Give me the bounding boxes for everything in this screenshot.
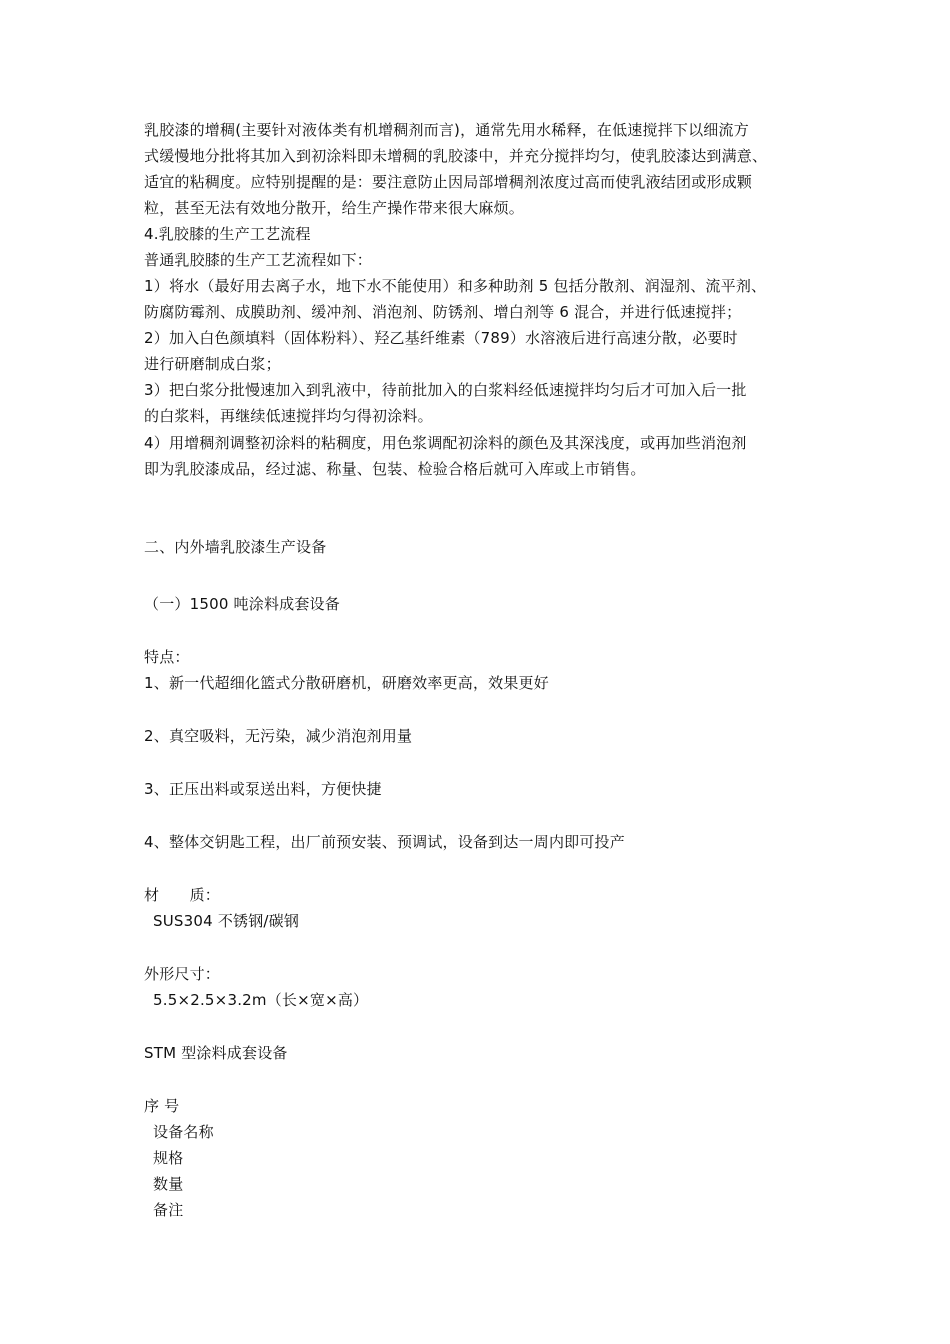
features-label: 特点：	[144, 648, 190, 666]
step-2-line: 进行研磨制成白浆；	[144, 355, 281, 373]
size-value: 5.5×2.5×3.2m（长×宽×高）	[153, 991, 369, 1009]
step-3-line: 的白浆料，再继续低速搅拌均匀得初涂料。	[144, 407, 433, 425]
size-label: 外形尺寸：	[144, 965, 221, 983]
table-header-index: 序 号	[144, 1097, 180, 1115]
stm-title: STM 型涂料成套设备	[144, 1044, 288, 1062]
step-2-line: 2）加入白色颜填料（固体粉料）、羟乙基纤维素（789）水溶液后进行高速分散，必要时	[144, 329, 738, 347]
step-1-line: 防腐防霉剂、成膜助剂、缓冲剂、消泡剂、防锈剂、增白剂等 6 混合，并进行低速搅拌；	[144, 303, 742, 321]
table-header-quantity: 数量	[153, 1175, 184, 1193]
paragraph-line: 式缓慢地分批将其加入到初涂料即未增稠的乳胶漆中，并充分搅拌均匀，使乳胶漆达到满意、	[144, 147, 768, 165]
step-4-line: 即为乳胶漆成品，经过滤、称量、包装、检验合格后就可入库或上市销售。	[144, 460, 646, 478]
process-intro: 普通乳胶膝的生产工艺流程如下：	[144, 251, 373, 269]
section-4-title: 4.乳胶膝的生产工艺流程	[144, 225, 311, 243]
table-header-spec: 规格	[153, 1149, 184, 1167]
material-value: SUS304 不锈钢/碳钢	[153, 912, 300, 930]
material-label: 材 质：	[144, 886, 221, 904]
step-1-line: 1）将水（最好用去离子水，地下水不能使用）和多种助剂 5 包括分散剂、润湿剂、流平剂、	[144, 277, 767, 295]
feature-item: 1、新一代超细化篮式分散研磨机，研磨效率更高，效果更好	[144, 674, 549, 692]
paragraph-line: 乳胶漆的增稠(主要针对液体类有机增稠剂而言)，通常先用水稀释，在低速搅拌下以细流方	[144, 121, 749, 139]
table-header-remark: 备注	[153, 1201, 184, 1219]
feature-item: 2、真空吸料，无污染，减少消泡剂用量	[144, 727, 413, 745]
table-header-name: 设备名称	[153, 1123, 214, 1141]
feature-item: 3、正压出料或泵送出料，方便快捷	[144, 780, 382, 798]
subsection-1-title: （一）1500 吨涂料成套设备	[144, 595, 340, 613]
feature-item: 4、整体交钥匙工程，出厂前预安装、预调试，设备到达一周内即可投产	[144, 833, 625, 851]
section-2-title: 二、内外墙乳胶漆生产设备	[144, 538, 327, 556]
paragraph-line: 粒，甚至无法有效地分散开，给生产操作带来很大麻烦。	[144, 199, 525, 217]
step-3-line: 3）把白浆分批慢速加入到乳液中，待前批加入的白浆料经低速搅拌均匀后才可加入后一批	[144, 381, 747, 399]
paragraph-line: 适宜的粘稠度。应特别提醒的是：要注意防止因局部增稠剂浓度过高而使乳液结团或形成颗	[144, 173, 753, 191]
step-4-line: 4）用增稠剂调整初涂料的粘稠度，用色浆调配初涂料的颜色及其深浅度，或再加些消泡剂	[144, 434, 747, 452]
